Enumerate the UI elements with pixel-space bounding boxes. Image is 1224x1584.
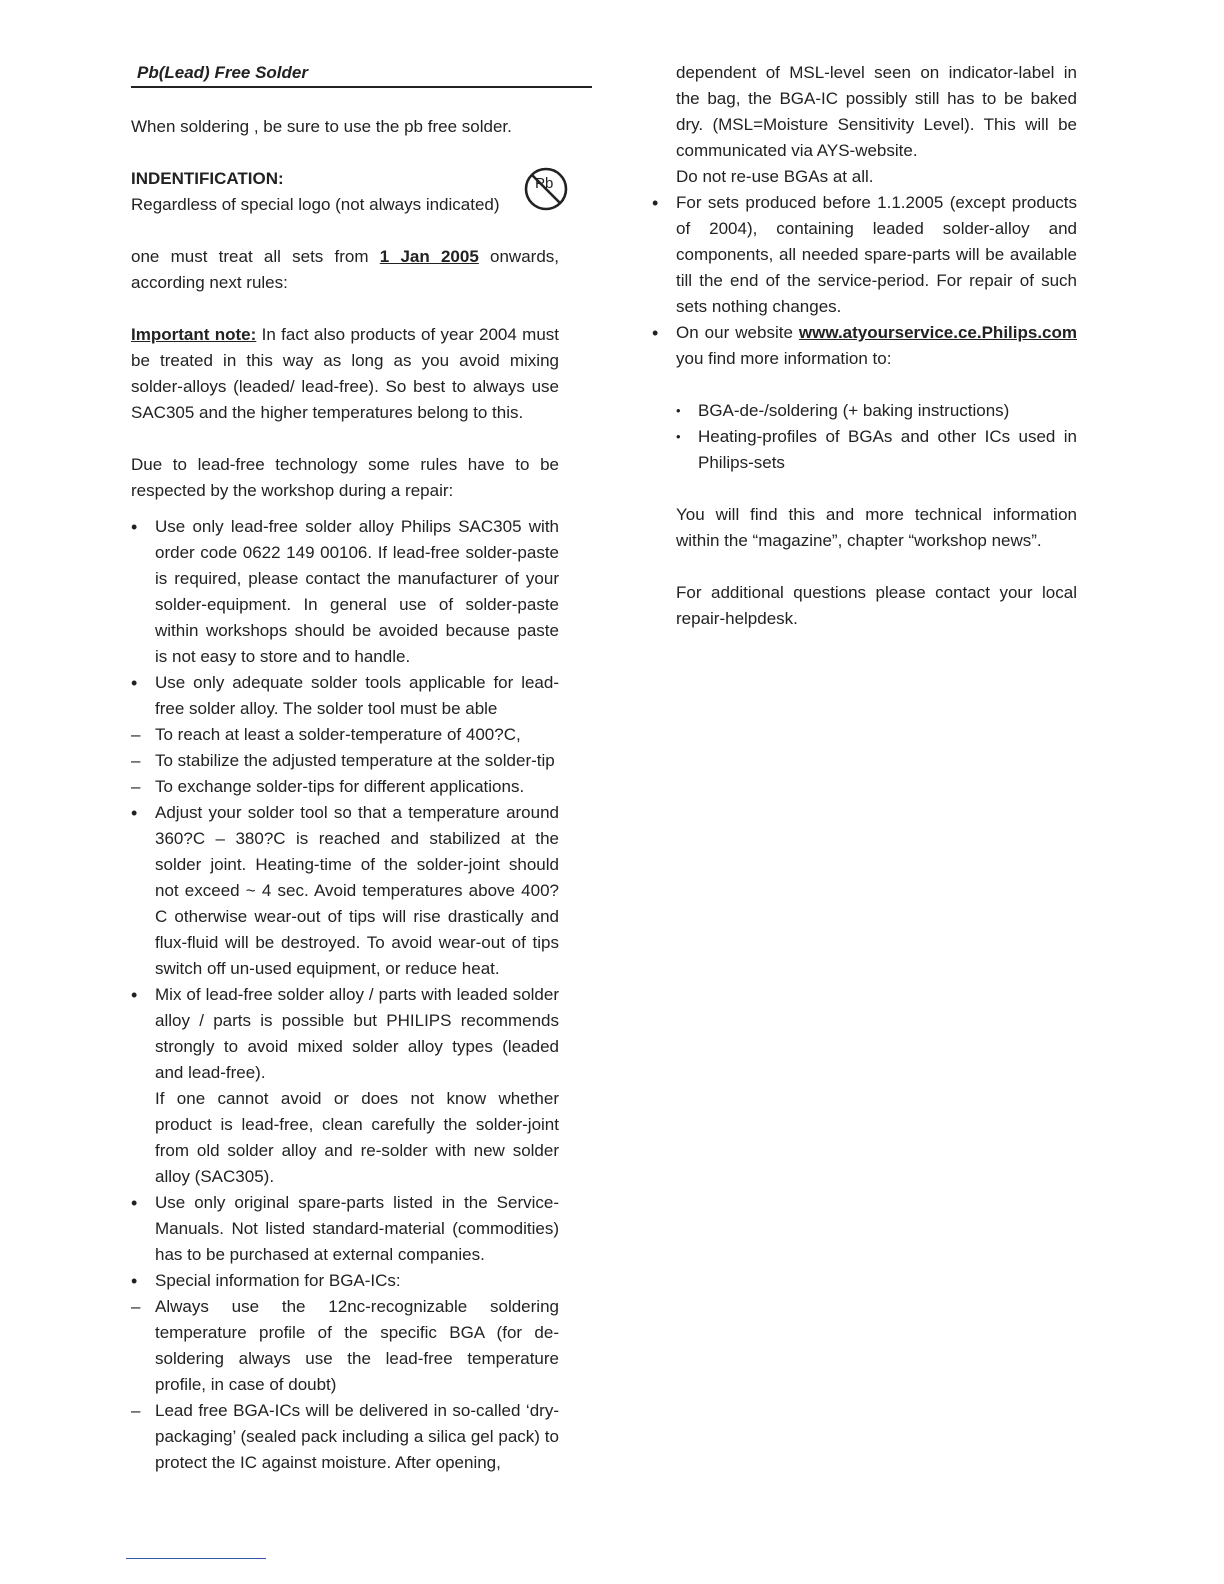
list-item: – Lead free BGA-ICs will be delivered in so-called ‘dry-packaging’ (sealed pack including a silica gel pack) to protect the IC against moisture. After opening, [131,1398,559,1476]
info-list [652,190,1077,372]
rules-pre: one must treat all sets from [131,247,380,266]
bga-continued-text: dependent of MSL-level seen on indicator-label in the bag, the BGA-IC possibly still has to be baked dry. (MSL=Moisture Sensitivity Level). This will be communicated via AYS-website. [676,63,1077,160]
identification-heading: INDENTIFICATION: [131,169,284,188]
list-item: • Heating-profiles of BGAs and other ICs used in Philips-sets [676,424,1077,476]
helpdesk-text: For additional questions please contact your local repair-helpdesk. [676,583,1077,628]
list-item: – To stabilize the adjusted temperature at the solder-tip [131,748,559,774]
left-column [131,60,559,1476]
magazine-text: You will find this and more technical information within the “magazine”, chapter “workshop news”. [676,505,1077,550]
reuse-text: Do not re-use BGAs at all. [676,167,874,186]
list-item-text-extra: If one cannot avoid or does not know whether product is lead-free, clean carefully the solder-joint from old solder alloy and re-solder with new solder alloy (SAC305). [155,1089,559,1186]
important-note-text: In fact also products of year 2004 must be treated in this way as long as you avoid mixing solder-alloys (leaded/ lead-free). So best to always use SAC305 and the higher temperatures belong to this. [131,325,559,422]
rules-list [131,514,559,1294]
list-item: – To reach at least a solder-temperature of 400?C, [131,722,559,748]
list-item: – To exchange solder-tips for different applications. [131,774,559,800]
website-pre: On our website [676,323,799,342]
list-item-text: Mix of lead-free solder alloy / parts with leaded solder alloy / parts is possible but PHILIPS recommends strongly to avoid mixed solder alloy types (leaded and lead-free). [155,985,559,1082]
rules-post: onwards, according next rules: [131,247,560,292]
identification-text: Regardless of special logo (not always indicated) [131,195,500,214]
website-post: you find more information to: [676,349,892,368]
bga-list [131,1294,559,1476]
identification-block [131,166,559,218]
list-item [131,800,559,982]
list-item-text: Special information for BGA-ICs: [155,1271,401,1290]
website-link[interactable]: www.atyourservice.ce.Philips.com [798,323,1077,342]
list-item-text: Use only original spare-parts listed in the Service-Manuals. Not listed standard-material (commodities) has to be purchased at external companies. [155,1193,559,1264]
important-note-label: Important note: [131,325,257,344]
rules-text [131,244,559,296]
right-column [676,60,1077,632]
due-text: Due to lead-free technology some rules have to be respected by the workshop during a repair: [131,455,559,500]
logo-letter-p: Pb [535,175,554,192]
list-item [131,670,559,800]
list-item [652,320,1077,372]
list-item-text: Adjust your solder tool so that a temperature around 360?C – 380?C is reached and stabilized at the solder joint. Heating-time of the solder-joint should not exceed ~ 4 sec. Avoid temperatures above 400?C otherwise wear-out of tips will rise drastically and flux-fluid will be destroyed. To avoid wear-out of tips switch off un-used equipment, or reduce heat. [155,803,559,978]
section-title: Pb(Lead) Free Solder [131,60,592,88]
important-note [131,322,559,426]
list-item [131,982,559,1190]
list-item [131,1190,559,1268]
footer-divider [126,1558,266,1559]
list-item: – Always use the 12nc-recognizable soldering temperature profile of the specific BGA (for de-soldering always use the lead-free temperature profile, in case of doubt) [131,1294,559,1398]
list-item: • For sets produced before 1.1.2005 (except products of 2004), containing leaded solder-alloy and components, all needed spare-parts will be available till the end of the service-period. For repair of such sets nothing changes. [652,190,1077,320]
list-item-text: Use only lead-free solder alloy Philips SAC305 with order code 0622 149 00106. If lead-free solder-paste is required, please contact the manufacturer of your solder-equipment. In general use of solder-paste within workshops should be avoided because paste is not easy to store and to handle. [155,517,559,666]
intro-text: When soldering , be sure to use the pb free solder. [131,117,512,136]
list-item [131,514,559,670]
pb-free-logo-icon [523,166,569,212]
list-item [131,1268,559,1294]
rules-date: 1 Jan 2005 [379,247,479,266]
list-item: • BGA-de-/soldering (+ baking instructions) [676,398,1077,424]
tool-requirements-list [131,722,559,800]
list-item-text: Use only adequate solder tools applicable for lead-free solder alloy. The solder tool must be able [155,673,559,718]
info-sub-list [676,398,1077,476]
